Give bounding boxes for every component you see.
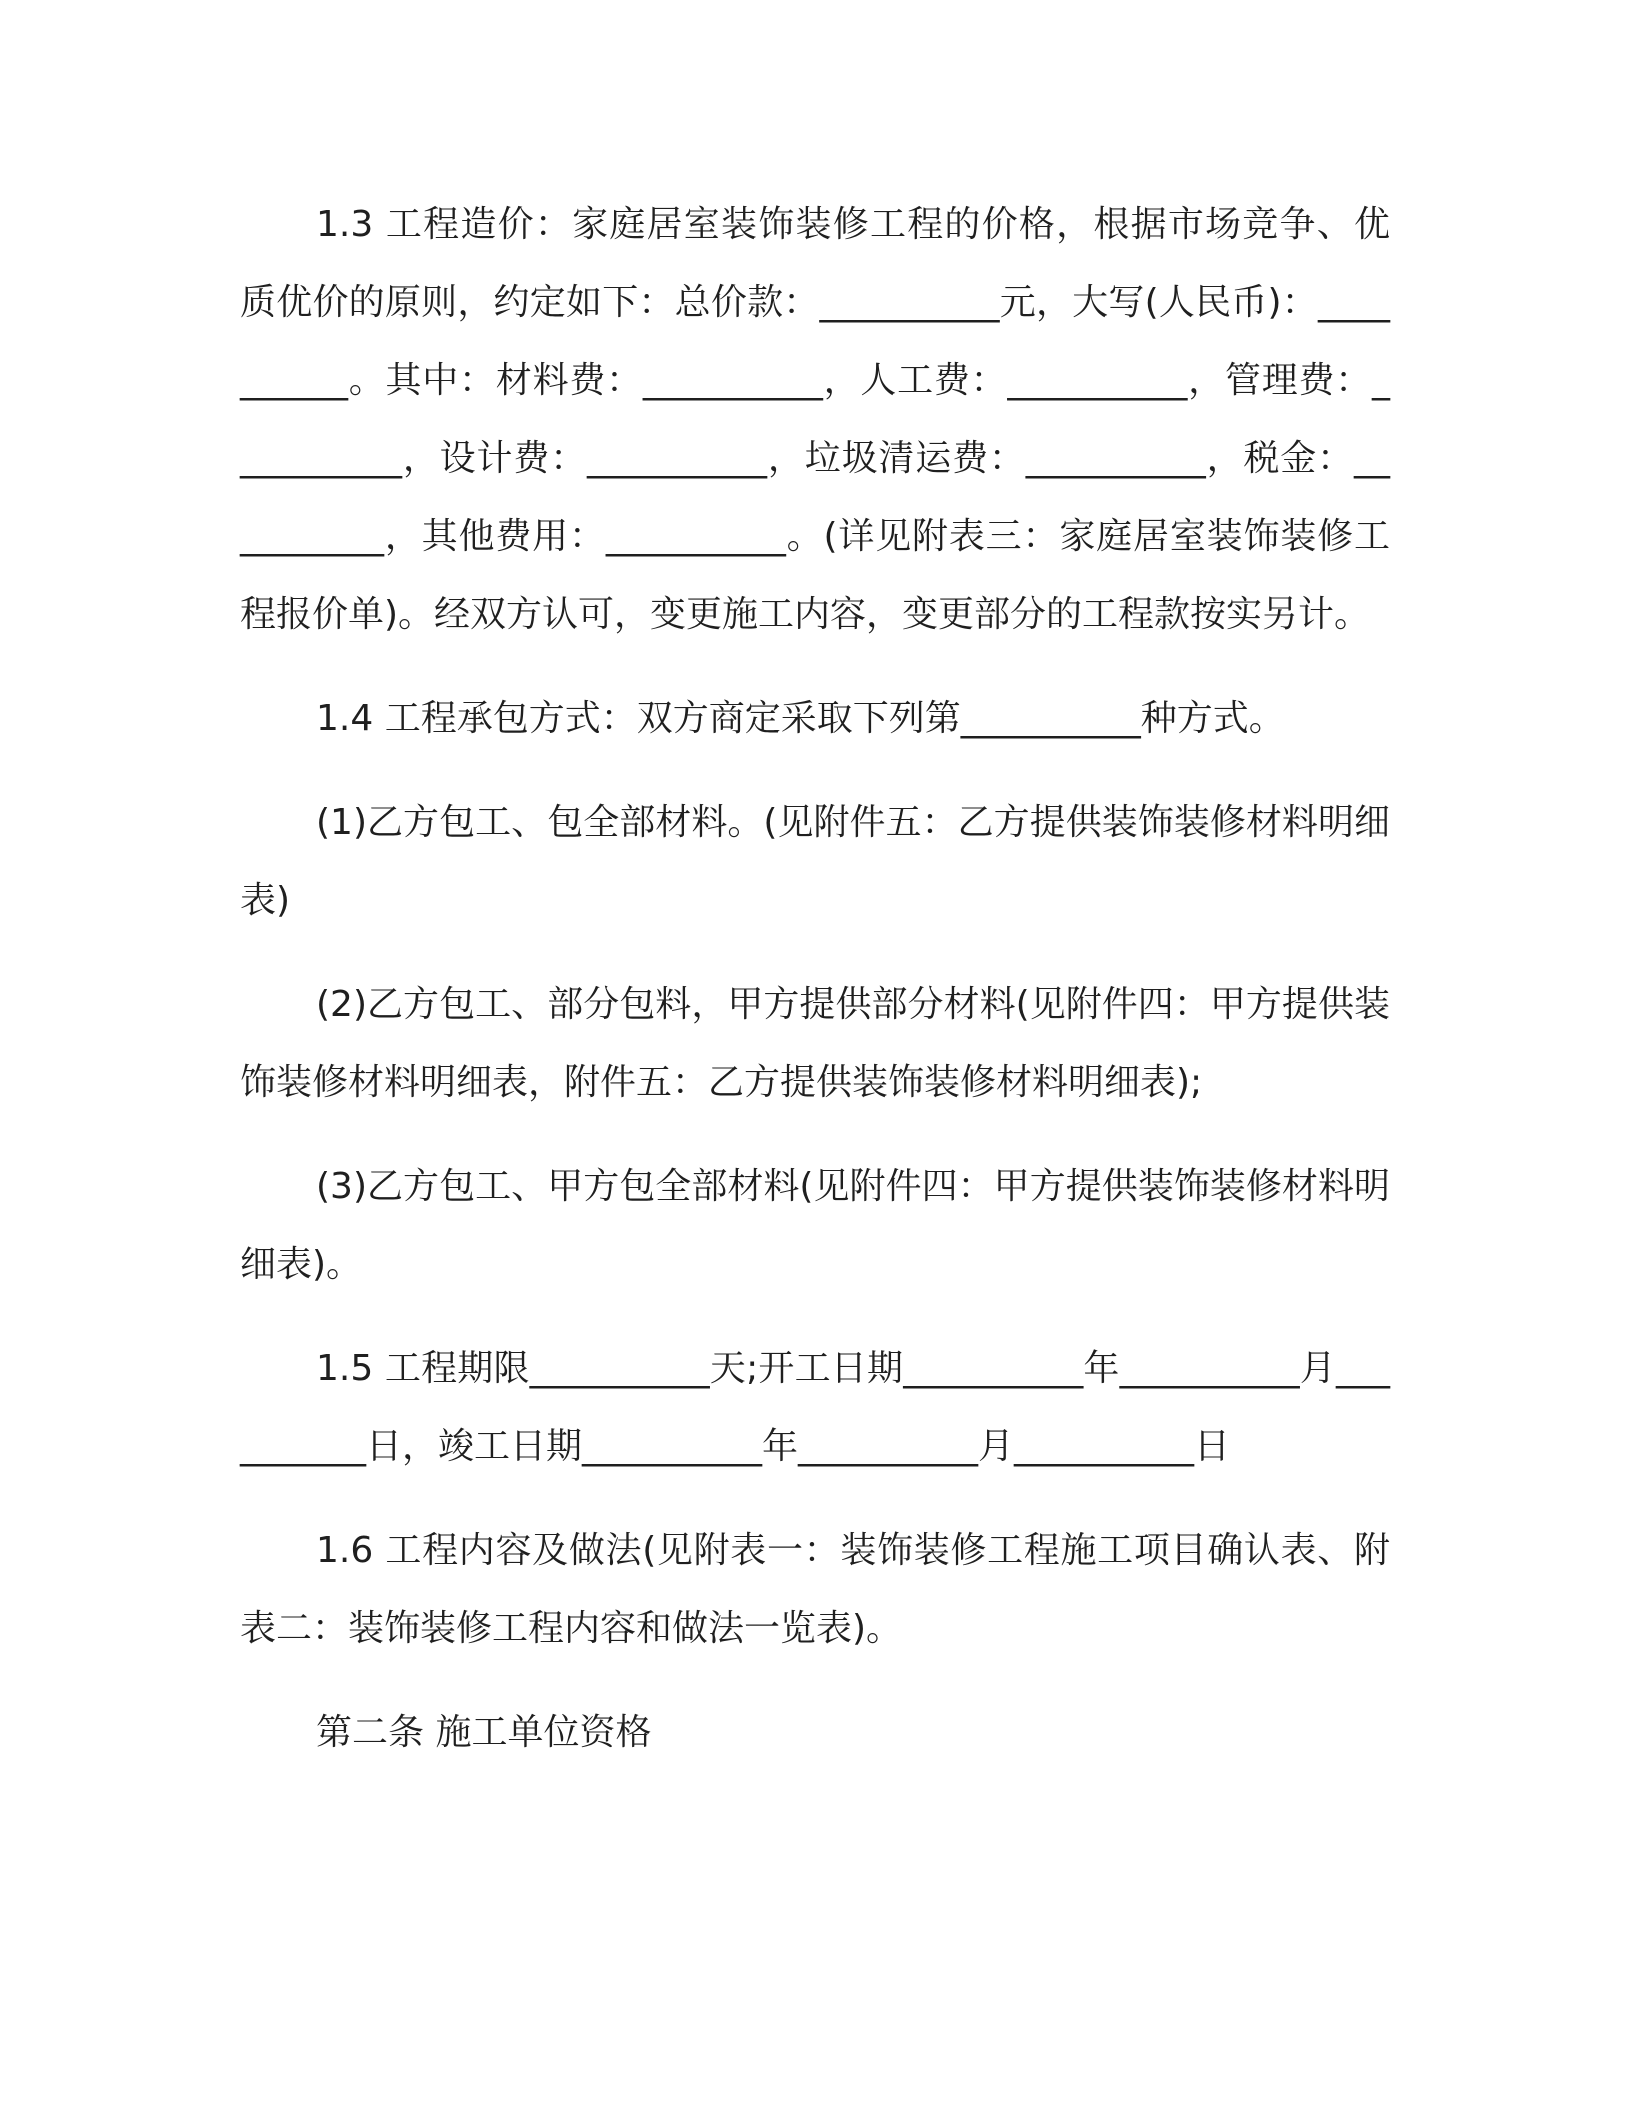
clause-1-5-project-period: 1.5 工程期限__________天;开工日期__________年__________月__________日，竣工日期__________年__________月__________日 xyxy=(240,1348,1390,1467)
document-body xyxy=(240,186,1390,1798)
clause-1-3-project-cost: 1.3 工程造价：家庭居室装饰装修工程的价格，根据市场竞争、优质优价的原则，约定如下：总价款：__________元，大写(人民币)：__________。其中：材料费：__________，人工费：__________，管理费：__________，设计费：__________，垃圾清运费：__________，税金：__________，其他费用：__________。(详见附表三：家庭居室装饰装修工程报价单)。经双方认可，变更施工内容，变更部分的工程款按实另计。 xyxy=(240,204,1390,635)
option-3-owner-materials: (3)乙方包工、甲方包全部材料(见附件四：甲方提供装饰装修材料明细表)。 xyxy=(240,1166,1390,1285)
clause-1-6-project-content: 1.6 工程内容及做法(见附表一：装饰装修工程施工项目确认表、附表二：装饰装修工程内容和做法一览表)。 xyxy=(240,1530,1390,1649)
option-1-full-materials: (1)乙方包工、包全部材料。(见附件五：乙方提供装饰装修材料明细表) xyxy=(240,802,1390,921)
option-2-partial-materials: (2)乙方包工、部分包料，甲方提供部分材料(见附件四：甲方提供装饰装修材料明细表，附件五：乙方提供装饰装修材料明细表); xyxy=(240,984,1390,1103)
section-heading-article-2: 第二条 施工单位资格 xyxy=(316,1712,652,1753)
clause-1-4-contract-method: 1.4 工程承包方式：双方商定采取下列第__________种方式。 xyxy=(316,698,1285,739)
